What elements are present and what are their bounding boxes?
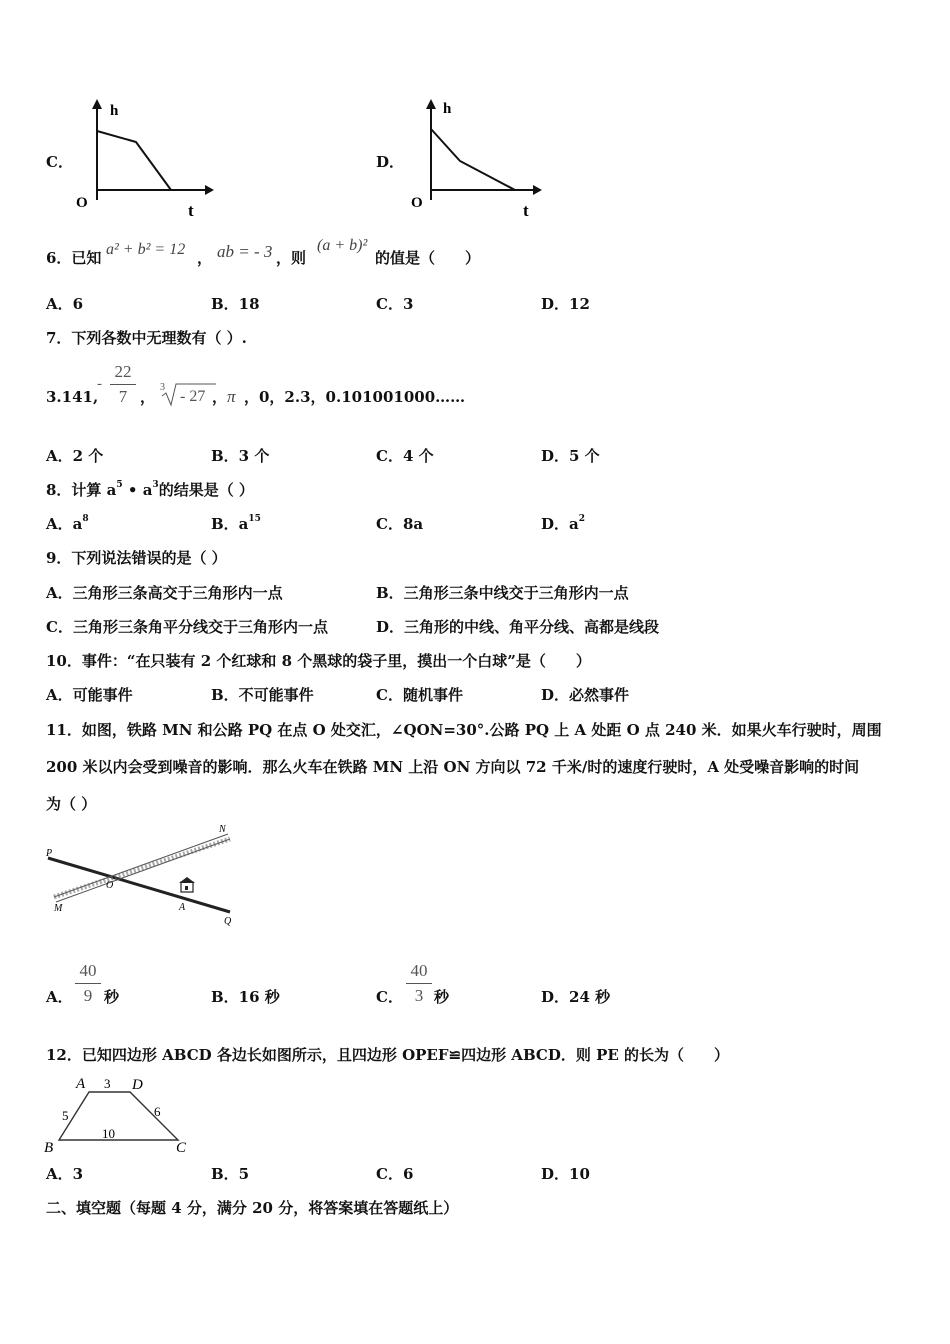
q6-option-a: A．6 [46, 295, 84, 313]
q7-option-a: A．2 个 [46, 447, 104, 465]
q7-negative-sign: - [97, 376, 102, 392]
q7-cube-root [158, 378, 218, 408]
q5-graph-d [405, 95, 550, 220]
q12-option-c: C．6 [376, 1165, 414, 1183]
q7-pi: π [227, 387, 236, 406]
q12-option-b: B．5 [211, 1165, 250, 1183]
q11-house-icon [179, 877, 195, 892]
q12-label-c: C [176, 1140, 187, 1156]
q6-expr: (a + b)² [317, 237, 368, 254]
q10-option-a: A．可能事件 [46, 686, 133, 704]
q6-stem-prefix: 6．已知 [46, 249, 102, 267]
q11-label-q: Q [224, 916, 232, 927]
q12-side-bc: 10 [102, 1126, 115, 1141]
q11-line-3: 为（ ） [46, 795, 97, 813]
q5-d-axis-t: t [523, 201, 529, 220]
q9-option-c: C．三角形三条角平分线交于三角形内一点 [46, 618, 328, 636]
q11-label-a: A [179, 902, 186, 913]
q11-option-d: D．24 秒 [541, 988, 611, 1006]
q10-option-d: D．必然事件 [541, 686, 630, 704]
q7-rest: ，0，2.3，0.101001000…… [244, 388, 466, 406]
q12-stem: 12．已知四边形 ABCD 各边长如图所示，且四边形 OPEF≌四边形 ABCD．则 PE 的长为（ ） [46, 1046, 730, 1064]
q7-root-radicand: - 27 [180, 388, 206, 405]
q12-side-dc: 6 [154, 1104, 161, 1119]
q8-stem: 8．计算 $a^5$ • $a^3$的结果是（ ） [46, 480, 254, 499]
q6-stem-suffix: 的值是（ ） [375, 249, 481, 267]
q11-line-2: 200 米以内会受到噪音的影响．那么火车在铁路 MN 上沿 ON 方向以 72 千米/时的速度行驶时，A 处受噪音影响的时间 [46, 758, 860, 776]
q7-comma: ， [140, 388, 156, 406]
q11-label-n: N [219, 824, 226, 835]
q7-root-index: 3 [160, 382, 165, 393]
q11-option-c-unit: 秒 [434, 988, 450, 1006]
q7-option-c: C．4 个 [376, 447, 434, 465]
q8-option-b: B．$a^{15}$ [211, 514, 261, 533]
q11-option-a-fraction: 40 9 [75, 961, 101, 1006]
q5-graph-c [70, 95, 215, 220]
q5-option-d-label: D． [376, 153, 405, 171]
q6-comma: ， [197, 249, 213, 267]
q12-side-ad: 3 [104, 1076, 111, 1091]
q11-label-o: O [106, 880, 114, 891]
q10-option-c: C．随机事件 [376, 686, 463, 704]
q12-label-a: A [76, 1076, 86, 1092]
q12-label-d: D [132, 1077, 143, 1093]
q11-option-c-fraction: 40 3 [406, 961, 432, 1006]
q7-stem: 7．下列各数中无理数有（ ）. [46, 329, 247, 347]
q11-line-1: 11．如图，铁路 MN 和公路 PQ 在点 O 处交汇，∠QON=30°.公路 PQ 上 A 处距 O 点 240 米．如果火车行驶时，周围 [46, 721, 882, 739]
q6-option-b: B．18 [211, 295, 260, 313]
q11-label-m: M [54, 903, 63, 914]
q7-option-b: B．3 个 [211, 447, 270, 465]
q10-option-b: B．不可能事件 [211, 686, 314, 704]
q9-stem: 9．下列说法错误的是（ ） [46, 549, 227, 567]
q8-option-a: A．$a^8$ [46, 514, 89, 533]
q9-option-a: A．三角形三条高交于三角形内一点 [46, 584, 283, 602]
q10-stem: 10．事件：“在只装有 2 个红球和 8 个黑球的袋子里，摸出一个白球”是（ ） [46, 652, 591, 670]
q9-option-d: D．三角形的中线、角平分线、高都是线段 [376, 618, 660, 636]
q5-c-axis-t: t [188, 201, 194, 220]
q12-side-ab: 5 [62, 1108, 69, 1123]
q11-label-p: P [46, 848, 53, 859]
section-2-title: 二、填空题（每题 4 分，满分 20 分，将答案填在答题纸上） [46, 1199, 459, 1217]
q7-fraction-denominator: 7 [118, 387, 128, 406]
q7-option-d: D．5 个 [541, 447, 600, 465]
q12-option-a: A．3 [46, 1165, 84, 1183]
q11-option-b: B．16 秒 [211, 988, 280, 1006]
q12-trapezoid-figure [40, 1072, 200, 1158]
q7-fraction [110, 362, 136, 407]
q7-number-1: 3.141, [46, 388, 99, 406]
q5-c-axis-h: h [110, 103, 119, 119]
q7-fraction-numerator: 22 [114, 362, 132, 381]
q11-option-a-label: A． [46, 988, 73, 1006]
q11-option-c-label: C． [376, 988, 403, 1006]
q6-eq1: a² + b² = 12 [106, 241, 186, 258]
q6-option-c: C．3 [376, 295, 414, 313]
q5-c-origin: O [76, 195, 88, 211]
q5-d-axis-h: h [443, 101, 452, 117]
q11-option-a-unit: 秒 [104, 988, 120, 1006]
q5-d-origin: O [411, 195, 423, 211]
q6-option-d: D．12 [541, 295, 590, 313]
q7-comma-2: ， [212, 388, 228, 406]
q5-option-c-label: C． [46, 153, 73, 171]
q12-option-d: D．10 [541, 1165, 590, 1183]
q8-option-d: D．$a^2$ [541, 514, 585, 533]
q8-option-c: C．8a [376, 515, 424, 533]
q11-figure [40, 820, 240, 930]
q6-then: ，则 [276, 249, 307, 267]
q12-label-b: B [44, 1140, 54, 1156]
q6-eq2: ab = - 3 [217, 242, 273, 261]
q9-option-b: B．三角形三条中线交于三角形内一点 [376, 584, 629, 602]
